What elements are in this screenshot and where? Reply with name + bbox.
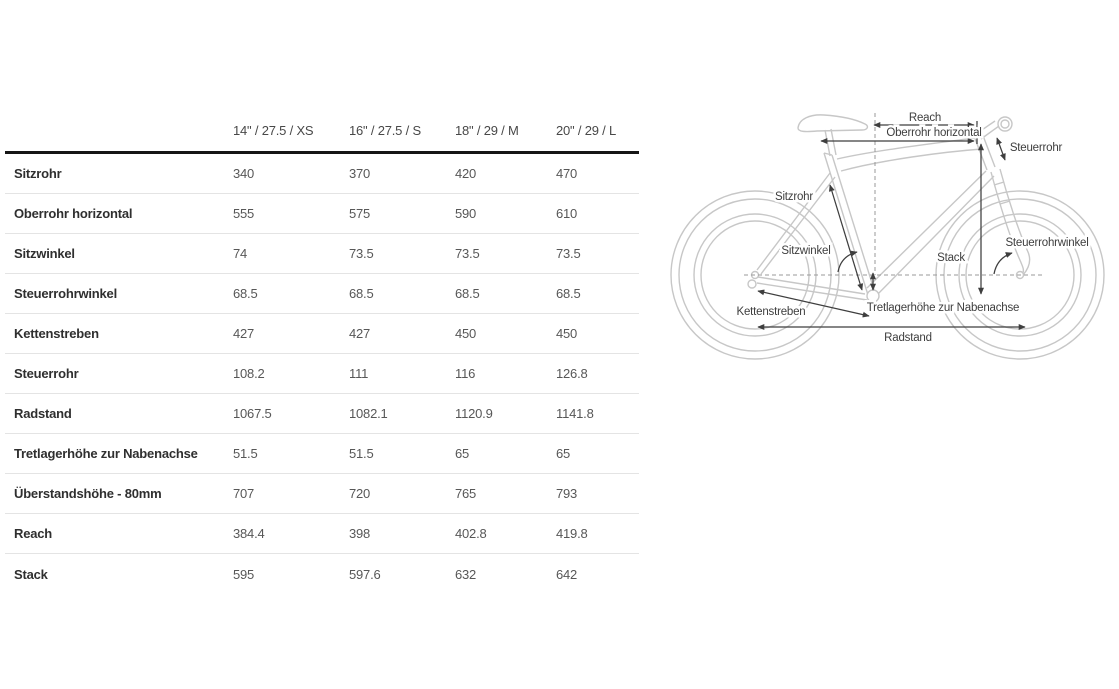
row-value: 632: [455, 566, 477, 582]
row-value: 1082.1: [349, 406, 388, 421]
row-value: 65: [455, 446, 470, 461]
row-value: 427: [233, 326, 255, 341]
label-reach: Reach: [908, 112, 942, 124]
row-label: Stack: [14, 566, 48, 582]
row-value: 370: [349, 166, 371, 181]
row-value: 590: [455, 206, 477, 221]
table-header-row: [5, 109, 639, 154]
row-value: 450: [455, 326, 477, 341]
row-label: Oberrohr horizontal: [14, 206, 133, 221]
row-value: 1141.8: [556, 406, 594, 421]
row-value: 707: [233, 486, 255, 501]
table-row: [5, 474, 639, 514]
row-label: Reach: [14, 526, 53, 541]
geometry-table: [5, 109, 639, 594]
row-value: 575: [349, 206, 371, 221]
row-label: Sitzwinkel: [14, 246, 75, 261]
column-header-size-l: 20" / 29 / L: [556, 122, 617, 138]
row-value: 419.8: [556, 526, 588, 541]
table-row: [5, 314, 639, 354]
bottom-bracket: [867, 290, 879, 302]
label-sitzrohr: Sitzrohr: [774, 191, 814, 203]
row-value: 610: [556, 206, 578, 221]
row-value: 398: [349, 526, 371, 541]
row-label: Überstandshöhe - 80mm: [14, 486, 162, 501]
table-row: [5, 234, 639, 274]
table-row: [5, 554, 639, 594]
row-value: 420: [455, 166, 477, 181]
column-header-size-m: 18" / 29 / M: [455, 122, 519, 138]
column-header-size-s: 16" / 27.5 / S: [349, 122, 421, 138]
saddle: [798, 115, 867, 132]
row-value: 111: [349, 366, 369, 381]
row-value: 73.5: [556, 246, 581, 261]
row-label: Sitzrohr: [14, 166, 62, 181]
row-value: 1067.5: [233, 406, 272, 421]
row-value: 427: [349, 326, 371, 341]
row-value: 65: [556, 446, 571, 461]
row-value: 642: [556, 566, 578, 582]
row-value: 116: [455, 366, 476, 381]
label-steuerrohr: Steuerrohr: [1009, 142, 1063, 154]
label-tretlagerhoehe: Tretlagerhöhe zur Nabenachse: [866, 302, 1020, 314]
row-value: 68.5: [233, 286, 258, 301]
row-value: 108.2: [233, 366, 265, 381]
label-radstand: Radstand: [884, 332, 932, 344]
label-sitzwinkel: Sitzwinkel: [781, 245, 831, 257]
row-value: 793: [556, 486, 578, 501]
table-row: [5, 394, 639, 434]
table-row: [5, 274, 639, 314]
row-value: 68.5: [455, 286, 480, 301]
label-stack: Stack: [937, 252, 965, 264]
row-label: Steuerrohr: [14, 366, 79, 381]
row-value: 597.6: [349, 566, 381, 582]
row-label: Tretlagerhöhe zur Nabenachse: [14, 446, 198, 461]
steuerrohrwinkel-arc: [994, 253, 1012, 274]
row-label: Kettenstreben: [14, 326, 99, 341]
sitzwinkel-arc: [838, 252, 857, 272]
label-oberrohr: Oberrohr horizontal: [886, 127, 982, 139]
column-header-size-xs: 14" / 27.5 / XS: [233, 122, 314, 138]
row-label: Steuerrohrwinkel: [14, 286, 117, 301]
table-body: [5, 154, 639, 594]
row-value: 1120.9: [455, 406, 493, 421]
table-row: [5, 434, 639, 474]
label-kettenstreben: Kettenstreben: [736, 306, 806, 318]
row-value: 470: [556, 166, 578, 181]
bike-geometry-diagram: [662, 100, 1118, 370]
steuerrohr-arrow: [997, 138, 1005, 160]
row-value: 51.5: [349, 446, 374, 461]
row-value: 126.8: [556, 366, 588, 381]
row-value: 450: [556, 326, 578, 341]
row-value: 555: [233, 206, 255, 221]
table-row: [5, 354, 639, 394]
table-row: [5, 514, 639, 554]
row-value: 384.4: [233, 526, 265, 541]
label-steuerrohrwinkel: Steuerrohrwinkel: [1005, 237, 1089, 249]
row-value: 595: [233, 566, 255, 582]
row-value: 51.5: [233, 446, 258, 461]
row-value: 340: [233, 166, 255, 181]
table-row: [5, 154, 639, 194]
row-value: 73.5: [455, 246, 480, 261]
row-value: 73.5: [349, 246, 374, 261]
row-value: 765: [455, 486, 477, 501]
table-row: [5, 194, 639, 234]
row-value: 74: [233, 246, 248, 261]
row-value: 68.5: [556, 286, 581, 301]
row-value: 68.5: [349, 286, 374, 301]
row-value: 720: [349, 486, 371, 501]
row-label: Radstand: [14, 406, 72, 421]
row-value: 402.8: [455, 526, 487, 541]
